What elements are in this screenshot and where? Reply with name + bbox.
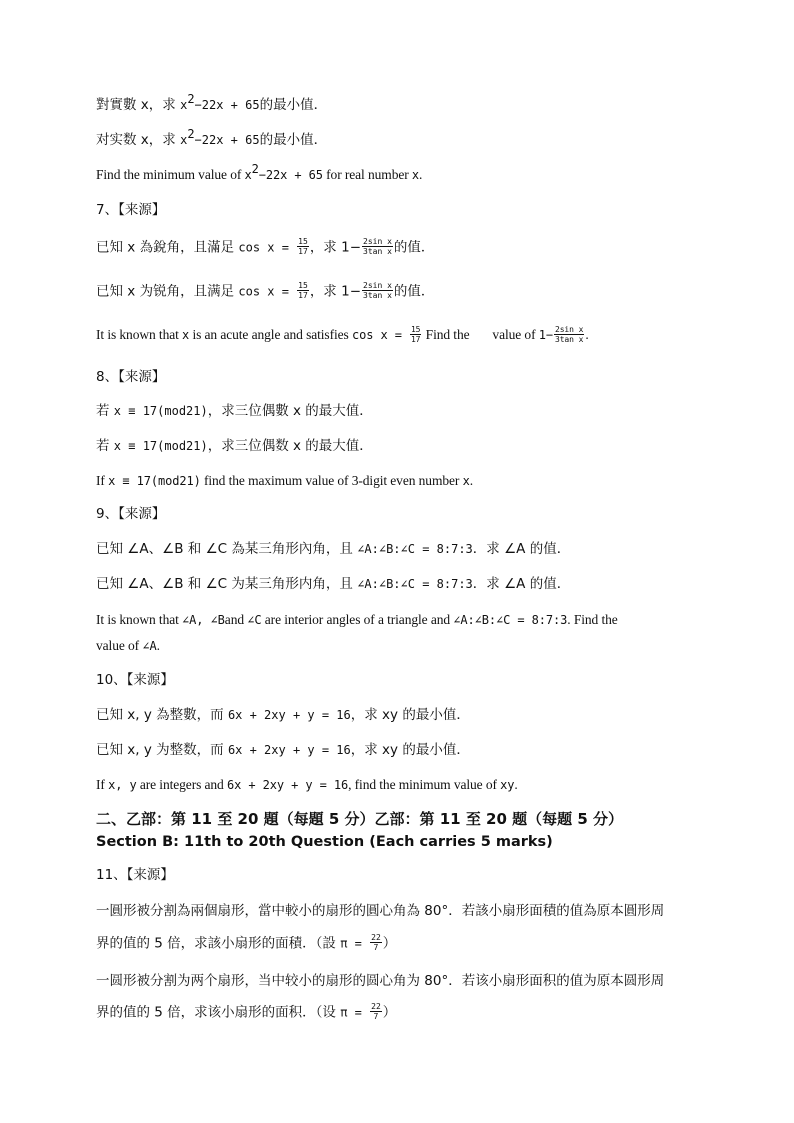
fraction-22-7: $\frac{22}{7}$ [371,1002,381,1021]
q9-zh-simp: 已知 ∠A、∠B 和 ∠C 为某三角形内角，且 ∠A:∠B:∠C = 8:7:3．求 ∠A 的值． [96,576,571,592]
q10-zh-simp: 已知 x, y 为整数，而 6x + 2xy + y = 16，求 xy 的最小值． [96,742,470,758]
section-b-heading-zh: 二、乙部：第 11 至 20 題（每題 5 分）乙部：第 11 至 20 题（每题 5 分） [96,810,624,828]
q8-zh-trad: 若 x ≡ 17(mod21)，求三位偶數 x 的最大值． [96,403,373,419]
fraction-15-17: $\frac{15}{17}$ [410,325,421,345]
q10-zh-trad: 已知 x, y 為整數，而 6x + 2xy + y = 16，求 xy 的最小值． [96,707,470,723]
q7-en: It is known that x is an acute angle and satisfies cos x = $\frac{15}{17}$ Find the value of 1− $\frac{\text{2sin x}}{\text{3tan x}}$ . [96,325,589,345]
q6-zh-trad: 對實數 x，求 $x^2-22x + 65$的最小值． [96,92,328,113]
q8-label: 8、【来源】 [96,369,166,385]
fraction-sin-tan: $\frac{\text{2sin x}}{\text{3tan x}}$ [363,281,392,300]
q11-label: 11、【来源】 [96,867,174,883]
q11-zh-simp-line2: 界的值的 5 倍，求该小扇形的面积．（设 π = $\frac{22}{7}$ ） [96,1002,397,1021]
q9-label: 9、【来源】 [96,506,166,522]
q11-zh-trad-line2: 界的值的 5 倍，求該小扇形的面積．（設 π = $\frac{22}{7}$ ） [96,933,397,952]
q11-zh-trad-line1: 一圓形被分割為兩個扇形，當中較小的扇形的圓心角為 80°．若該小扇形面積的值為原本圓形周 [96,903,665,919]
section-b-heading-en: Section B: 11th to 20th Question (Each carries 5 marks) [96,834,553,850]
q9-en-line1: It is known that ∠A, ∠Band ∠C are interior angles of a triangle and ∠A:∠B:∠C = 8:7:3. Find the [96,612,618,627]
fraction-22-7: $\frac{22}{7}$ [371,933,381,952]
fraction-15-17: $\frac{15}{17}$ [298,281,308,300]
fraction-15-17: $\frac{15}{17}$ [298,237,308,256]
fraction-sin-tan: $\frac{\text{2sin x}}{\text{3tan x}}$ [363,237,392,256]
q6-zh-simp: 对实数 x，求 $x^2-22x + 65$的最小值． [96,127,328,148]
q7-label: 7、【来源】 [96,202,166,218]
q7-zh-trad: 已知 x 為銳角，且滿足 cos x = $\frac{15}{17}$ ，求 1− $\frac{\text{2sin x}}{\text{3tan x}}$ 的值． [96,237,435,256]
q7-zh-simp: 已知 x 为锐角，且满足 cos x = $\frac{15}{17}$ ，求 1− $\frac{\text{2sin x}}{\text{3tan x}}$ 的值． [96,281,435,300]
q8-en: If x ≡ 17(mod21) find the maximum value of 3-digit even number x. [96,473,473,488]
q10-label: 10、【来源】 [96,672,174,688]
q9-en-line2: value of ∠A. [96,638,160,653]
q9-zh-trad: 已知 ∠A、∠B 和 ∠C 為某三角形內角，且 ∠A:∠B:∠C = 8:7:3．求 ∠A 的值． [96,541,571,557]
q8-zh-simp: 若 x ≡ 17(mod21)，求三位偶数 x 的最大值． [96,438,373,454]
fraction-sin-tan: $\frac{\text{2sin x}}{\text{3tan x}}$ [555,325,584,345]
q11-zh-simp-line1: 一圆形被分割为两个扇形，当中较小的扇形的圆心角为 80°．若该小扇形面积的值为原本圆形周 [96,973,665,989]
q6-en: Find the minimum value of $x^2-22x + 65$ for real number x. [96,162,423,182]
q10-en: If x, y are integers and 6x + 2xy + y = 16, find the minimum value of xy. [96,777,518,792]
